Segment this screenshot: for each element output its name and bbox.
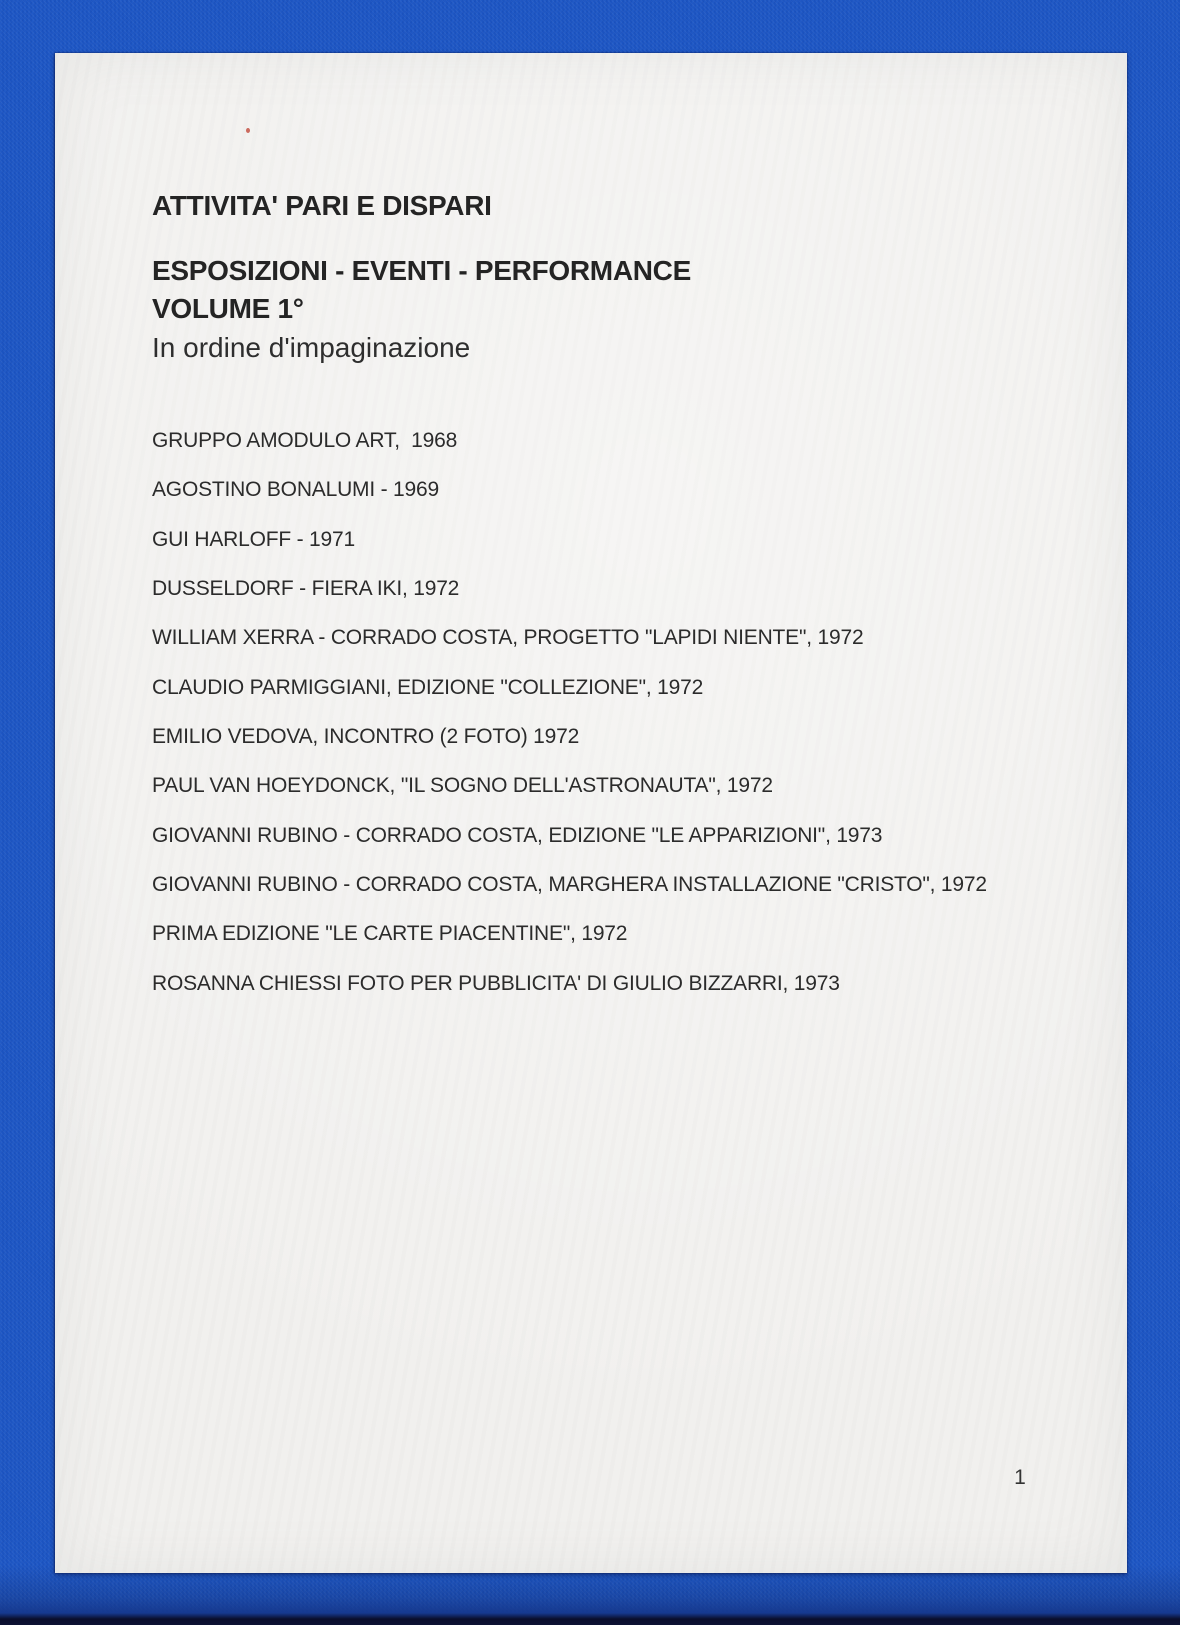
exhibition-list (152, 429, 1092, 1021)
list-item: EMILIO VEDOVA, INCONTRO (2 FOTO) 1972 (152, 725, 580, 749)
list-item: GRUPPO AMODULO ART, 1968 (152, 429, 458, 452)
list-item: GIOVANNI RUBINO - CORRADO COSTA, EDIZIONE "LE APPARIZIONI", 1973 (152, 823, 883, 847)
list-item: ROSANNA CHIESSI FOTO PER PUBBLICITA' DI GIULIO BIZZARRI, 1973 (152, 971, 840, 995)
page-number: 1 (1014, 1466, 1026, 1489)
document-page (55, 53, 1127, 1573)
list-item: CLAUDIO PARMIGGIANI, EDIZIONE "COLLEZIONE", 1972 (152, 675, 704, 699)
cover-bottom-edge (0, 1565, 1180, 1625)
list-item: PAUL VAN HOEYDONCK, "IL SOGNO DELL'ASTRONAUTA", 1972 (152, 774, 773, 798)
list-item: DUSSELDORF - FIERA IKI, 1972 (152, 577, 460, 601)
document-subtitle: ESPOSIZIONI - EVENTI - PERFORMANCE (152, 255, 691, 286)
ordering-note: In ordine d'impaginazione (152, 332, 471, 363)
list-item: GUI HARLOFF - 1971 (152, 527, 355, 551)
scan-speck (246, 128, 250, 133)
document-title: ATTIVITA' PARI E DISPARI (152, 190, 492, 221)
list-item: GIOVANNI RUBINO - CORRADO COSTA, MARGHERA INSTALLAZIONE "CRISTO", 1972 (152, 873, 987, 897)
list-item: WILLIAM XERRA - CORRADO COSTA, PROGETTO "LAPIDI NIENTE", 1972 (152, 626, 864, 650)
list-item: PRIMA EDIZIONE "LE CARTE PIACENTINE", 1972 (152, 922, 628, 946)
volume-label: VOLUME 1° (152, 293, 304, 324)
list-item: AGOSTINO BONALUMI - 1969 (152, 478, 439, 502)
